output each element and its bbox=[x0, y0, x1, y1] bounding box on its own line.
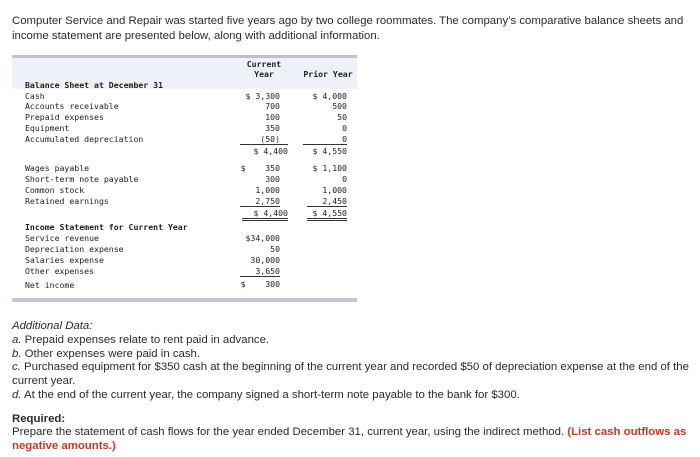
additional-data-title: Additional Data: bbox=[12, 320, 93, 332]
row-label-cash: Cash bbox=[25, 91, 45, 101]
cell-wages-prior: $ 1,100 bbox=[312, 163, 347, 173]
additional-item-a: a. Prepaid expenses relate to rent paid in advance. bbox=[12, 333, 270, 346]
row-label-common-stock: Common stock bbox=[25, 185, 85, 195]
row-label-accumulated-depreciation: Accumulated depreciation bbox=[25, 134, 144, 144]
cell-ar-current: 700 bbox=[265, 101, 280, 111]
cell-equipment-current: 350 bbox=[265, 123, 280, 133]
cell-depreciation-expense: 50 bbox=[270, 244, 280, 254]
cell-note-current: 300 bbox=[265, 174, 280, 184]
balance-sheet-title: Balance Sheet at December 31 bbox=[25, 80, 164, 90]
col-header-current-line1: Current bbox=[246, 59, 282, 69]
cell-salaries-expense: 30,000 bbox=[250, 255, 280, 265]
cell-note-prior: 0 bbox=[342, 174, 347, 184]
cell-wages-current: $ 350 bbox=[240, 163, 280, 173]
cell-prepaid-prior: 50 bbox=[337, 112, 347, 122]
row-label-retained-earnings: Retained earnings bbox=[25, 196, 109, 206]
cell-retained-current: 2,750 bbox=[240, 196, 280, 207]
row-label-service-revenue: Service revenue bbox=[25, 233, 99, 243]
required-emphasis: (List cash outflows as negative amounts.) bbox=[12, 426, 687, 452]
cell-cash-prior: $ 4,000 bbox=[312, 91, 347, 101]
cell-ar-prior: 500 bbox=[332, 101, 347, 111]
row-label-wages-payable: Wages payable bbox=[25, 163, 90, 173]
cell-cash-current: $ 3,300 bbox=[245, 91, 280, 101]
col-header-prior: Prior Year bbox=[303, 69, 353, 79]
cell-service-revenue: $34,000 bbox=[245, 233, 280, 243]
required-title: Required: bbox=[12, 413, 66, 425]
cell-common-stock-prior: 1,000 bbox=[322, 185, 347, 195]
cell-equipment-prior: 0 bbox=[342, 123, 347, 133]
financial-statements-table bbox=[12, 55, 357, 303]
cell-total-liabilities-prior: $ 4,550 bbox=[307, 208, 347, 221]
required-text: Prepare the statement of cash flows for the year ended December 31, current year, using the indirect method. (List cash outflows as negative amounts.) bbox=[12, 426, 687, 452]
table-bottom-border bbox=[12, 298, 357, 302]
cell-total-assets-current: $ 4,400 bbox=[253, 146, 288, 156]
row-label-other-expenses: Other expenses bbox=[25, 266, 95, 276]
row-label-net-income: Net income bbox=[25, 280, 75, 290]
additional-item-c: c. Purchased equipment for $350 cash at the beginning of the current year and recorded $50 of depreciation expense at the end of the current year. bbox=[12, 361, 689, 388]
row-label-prepaid-expenses: Prepaid expenses bbox=[25, 112, 104, 122]
cell-accum-dep-prior: 0 bbox=[303, 134, 347, 145]
income-statement-title: Income Statement for Current Year bbox=[25, 222, 188, 232]
cell-total-liabilities-current: $ 4,400 bbox=[242, 208, 288, 221]
col-header-current-line2: Year bbox=[254, 69, 274, 79]
additional-data-section bbox=[12, 320, 697, 403]
cell-prepaid-current: 100 bbox=[265, 112, 280, 122]
cell-retained-prior: 2,450 bbox=[307, 196, 347, 207]
row-label-short-term-note: Short-term note payable bbox=[25, 174, 139, 184]
cell-other-expenses: 3,650 bbox=[240, 266, 280, 277]
additional-item-d: d. At the end of the current year, the company signed a short-term note payable to the bank for $300. bbox=[12, 388, 520, 401]
row-label-equipment: Equipment bbox=[25, 123, 70, 133]
cell-total-assets-prior: $ 4,550 bbox=[312, 146, 347, 156]
intro-paragraph: Computer Service and Repair was started five years ago by two college roommates. The company’s comparative balance sheets and income statement are presented below, along with additional information. bbox=[12, 15, 684, 42]
row-label-salaries-expense: Salaries expense bbox=[25, 255, 104, 265]
row-label-accounts-receivable: Accounts receivable bbox=[25, 101, 119, 111]
row-label-depreciation-expense: Depreciation expense bbox=[25, 244, 124, 254]
cell-common-stock-current: 1,000 bbox=[255, 185, 280, 195]
additional-item-b: b. Other expenses were paid in cash. bbox=[12, 347, 201, 360]
cell-net-income: $ 300 bbox=[240, 279, 280, 289]
cell-accum-dep-current: (50) bbox=[240, 134, 288, 145]
